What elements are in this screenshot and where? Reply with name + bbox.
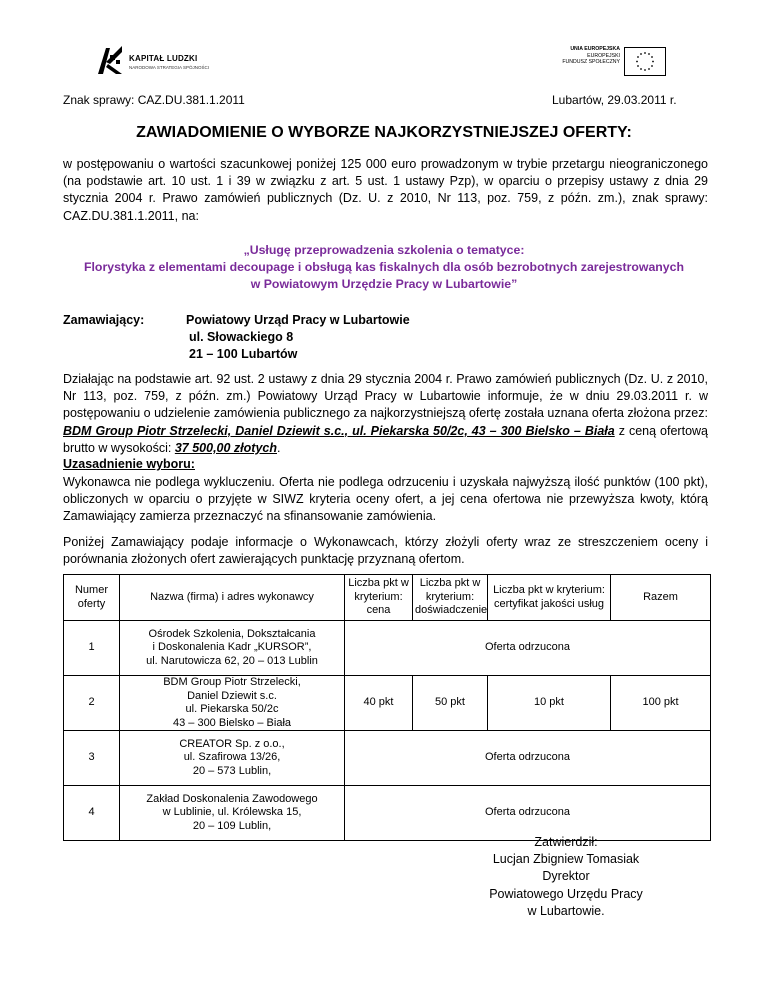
case-number: Znak sprawy: CAZ.DU.381.1.2011: [63, 93, 245, 107]
eu-logo: [536, 46, 666, 80]
table-row: [64, 731, 711, 786]
approver-role-1: Dyrektor: [542, 869, 590, 884]
row-name: [120, 786, 345, 841]
table-row: [64, 621, 711, 676]
approval-block: [476, 834, 656, 920]
row-rejected: Oferta odrzucona: [345, 786, 711, 841]
row-experience-points: 50 pkt: [413, 676, 488, 731]
row-name-line: BDM Group Piotr Strzelecki,: [163, 676, 301, 688]
row-quality-points: 10 pkt: [488, 676, 611, 731]
winner-name: BDM Group Piotr Strzelecki, Daniel Dziewit s.c., ul. Piekarska 50/2c, 43 – 300 Bielsko – Biała: [63, 423, 615, 438]
row-name-line: CREATOR Sp. z o.o.,: [179, 737, 285, 750]
approver-name: Lucjan Zbigniew Tomasiak: [492, 852, 640, 867]
procurement-subject: [40, 242, 728, 294]
row-name: [120, 676, 345, 731]
row-name-line: 20 – 109 Lublin,: [192, 819, 272, 832]
row-name: [120, 621, 345, 676]
decision-text-end: .: [277, 440, 281, 455]
row-num: 3: [64, 731, 120, 786]
decision-paragraph: [63, 371, 708, 457]
row-rejected: Oferta odrzucona: [345, 621, 711, 676]
header-quality: Liczba pkt w kryterium: certyfikat jakości usług: [488, 575, 611, 621]
header-total: Razem: [611, 575, 711, 621]
kapital-ludzki-title: KAPITAŁ LUDZKI: [129, 54, 198, 63]
eu-logo-line1: UNIA EUROPEJSKA: [570, 46, 620, 52]
subject-line3: w Powiatowym Urzędzie Pracy w Lubartowie”: [250, 277, 518, 292]
row-name: [120, 731, 345, 786]
row-name-line: 20 – 573 Lublin,: [192, 764, 272, 777]
eu-logo-line2: EUROPEJSKI: [587, 52, 620, 59]
approval-label: Zatwierdził:: [534, 835, 598, 849]
contracting-name: Powiatowy Urząd Pracy w Lubartowie: [186, 313, 410, 327]
row-name-line: i Doskonalenia Kadr „KURSOR”,: [152, 641, 312, 654]
eu-logo-text: [562, 46, 620, 66]
row-name-line: Zakład Doskonalenia Zawodowego: [146, 792, 318, 805]
subject-line1: „Usługę przeprowadzenia szkolenia o tematyce:: [243, 243, 525, 257]
eu-logo-line3: FUNDUSZ SPOŁECZNY: [562, 59, 620, 65]
header-price: Liczba pkt w kryterium: cena: [345, 575, 413, 621]
row-num: 4: [64, 786, 120, 841]
row-price-points: 40 pkt: [345, 676, 413, 731]
decision-text-before: Działając na podstawie art. 92 ust. 2 ustawy z dnia 29 stycznia 2004 r. Prawo zamówień publicznych (Dz. U. z 2010, Nr 113, poz. 759, z późn. zm.) Powiatowy Urząd Pracy w Lubartowie informuje, że w dniu 29.03.2011 r. w postępowaniu o udzielenie zamówienia publicznego za najkorzystniejszą ofertę została uznana oferta złożona przez:: [63, 372, 708, 421]
row-name-line: w Lublinie, ul. Królewska 15,: [162, 806, 302, 819]
row-name-line: Ośrodek Szkolenia, Dokształcania: [148, 627, 316, 640]
contracting-label: Zamawiający:: [63, 313, 145, 327]
header-experience: Liczba pkt w kryterium: doświadczenie: [413, 575, 488, 621]
eu-flag-icon: [624, 47, 666, 76]
subject-line2: Florystyka z elementami decoupage i obsługą kas fiskalnych dla osób bezrobotnych zarejestrowanych: [84, 260, 684, 275]
contracting-street: ul. Słowackiego 8: [189, 330, 294, 345]
table-row: [64, 786, 711, 841]
row-name-line: ul. Narutowicza 62, 20 – 013 Lublin: [146, 654, 318, 667]
justification-title: Uzasadnienie wyboru:: [63, 457, 195, 471]
decision-text-middle: z ceną ofertową brutto w wysokości:: [63, 423, 708, 455]
row-name-line: ul. Piekarska 50/2c: [185, 703, 279, 715]
header-name: Nazwa (firma) i adres wykonawcy: [120, 575, 345, 621]
place-date: Lubartów, 29.03.2011 r.: [552, 93, 677, 107]
row-rejected: Oferta odrzucona: [345, 731, 711, 786]
row-name-line: 43 – 300 Bielsko – Biała: [172, 716, 292, 729]
table-row: [64, 676, 711, 731]
table-header-row: [64, 575, 711, 621]
contracting-address: [186, 312, 410, 364]
contracting-city: 21 – 100 Lubartów: [189, 347, 298, 362]
offers-table: [63, 574, 711, 841]
approver-role-2: Powiatowego Urzędu Pracy: [489, 886, 643, 901]
row-name-line: ul. Szafirowa 13/26,: [183, 751, 281, 764]
table-intro: Poniżej Zamawiający podaje informacje o Wykonawcach, którzy złożyli oferty wraz ze streszczeniem oceny i porównania złożonych ofert zawierających punktację przyznaną ofertom.: [63, 535, 708, 567]
row-num: 2: [64, 676, 120, 731]
winning-price: 37 500,00 złotych: [174, 440, 277, 455]
justification-text: Wykonawca nie podlega wykluczeniu. Oferta nie podlega odrzuceniu i uzyskała najwyższą ilość punktów (100 pkt), obliczonych w oparciu o przyjęte w SIWZ kryteria oceny ofert, a jej cena ofertowa nie przewyższa kwoty, którą Zamawiający zamierza przeznaczyć na sfinansowanie zamówienia.: [63, 475, 708, 524]
kapital-ludzki-subtitle: NARODOWA STRATEGIA SPÓJNOŚCI: [129, 65, 210, 70]
row-num: 1: [64, 621, 120, 676]
intro-paragraph: w postępowaniu o wartości szacunkowej poniżej 125 000 euro prowadzonym w trybie przetargu nieograniczonego (na podstawie art. 10 ust. 1 i 39 w związku z art. 5 ust. 1 ustawy Pzp), w oparciu o przepisy ustawy z dnia 29 stycznia 2004 r. Prawo zamówień publicznych (Dz. U. z 2010, Nr 113, poz. 759, z późn. zm.), znak sprawy: CAZ.DU.381.1.2011, na:: [63, 157, 708, 223]
approver-role-3: w Lubartowie.: [527, 903, 605, 918]
kapital-ludzki-logo: [96, 44, 226, 78]
kapital-ludzki-icon: [96, 44, 124, 76]
header-num: Numer oferty: [64, 575, 120, 621]
document-title: ZAWIADOMIENIE O WYBORZE NAJKORZYSTNIEJSZEJ OFERTY:: [136, 124, 632, 141]
row-name-line: Daniel Dziewit s.c.: [187, 689, 277, 702]
row-total-points: 100 pkt: [611, 676, 711, 731]
